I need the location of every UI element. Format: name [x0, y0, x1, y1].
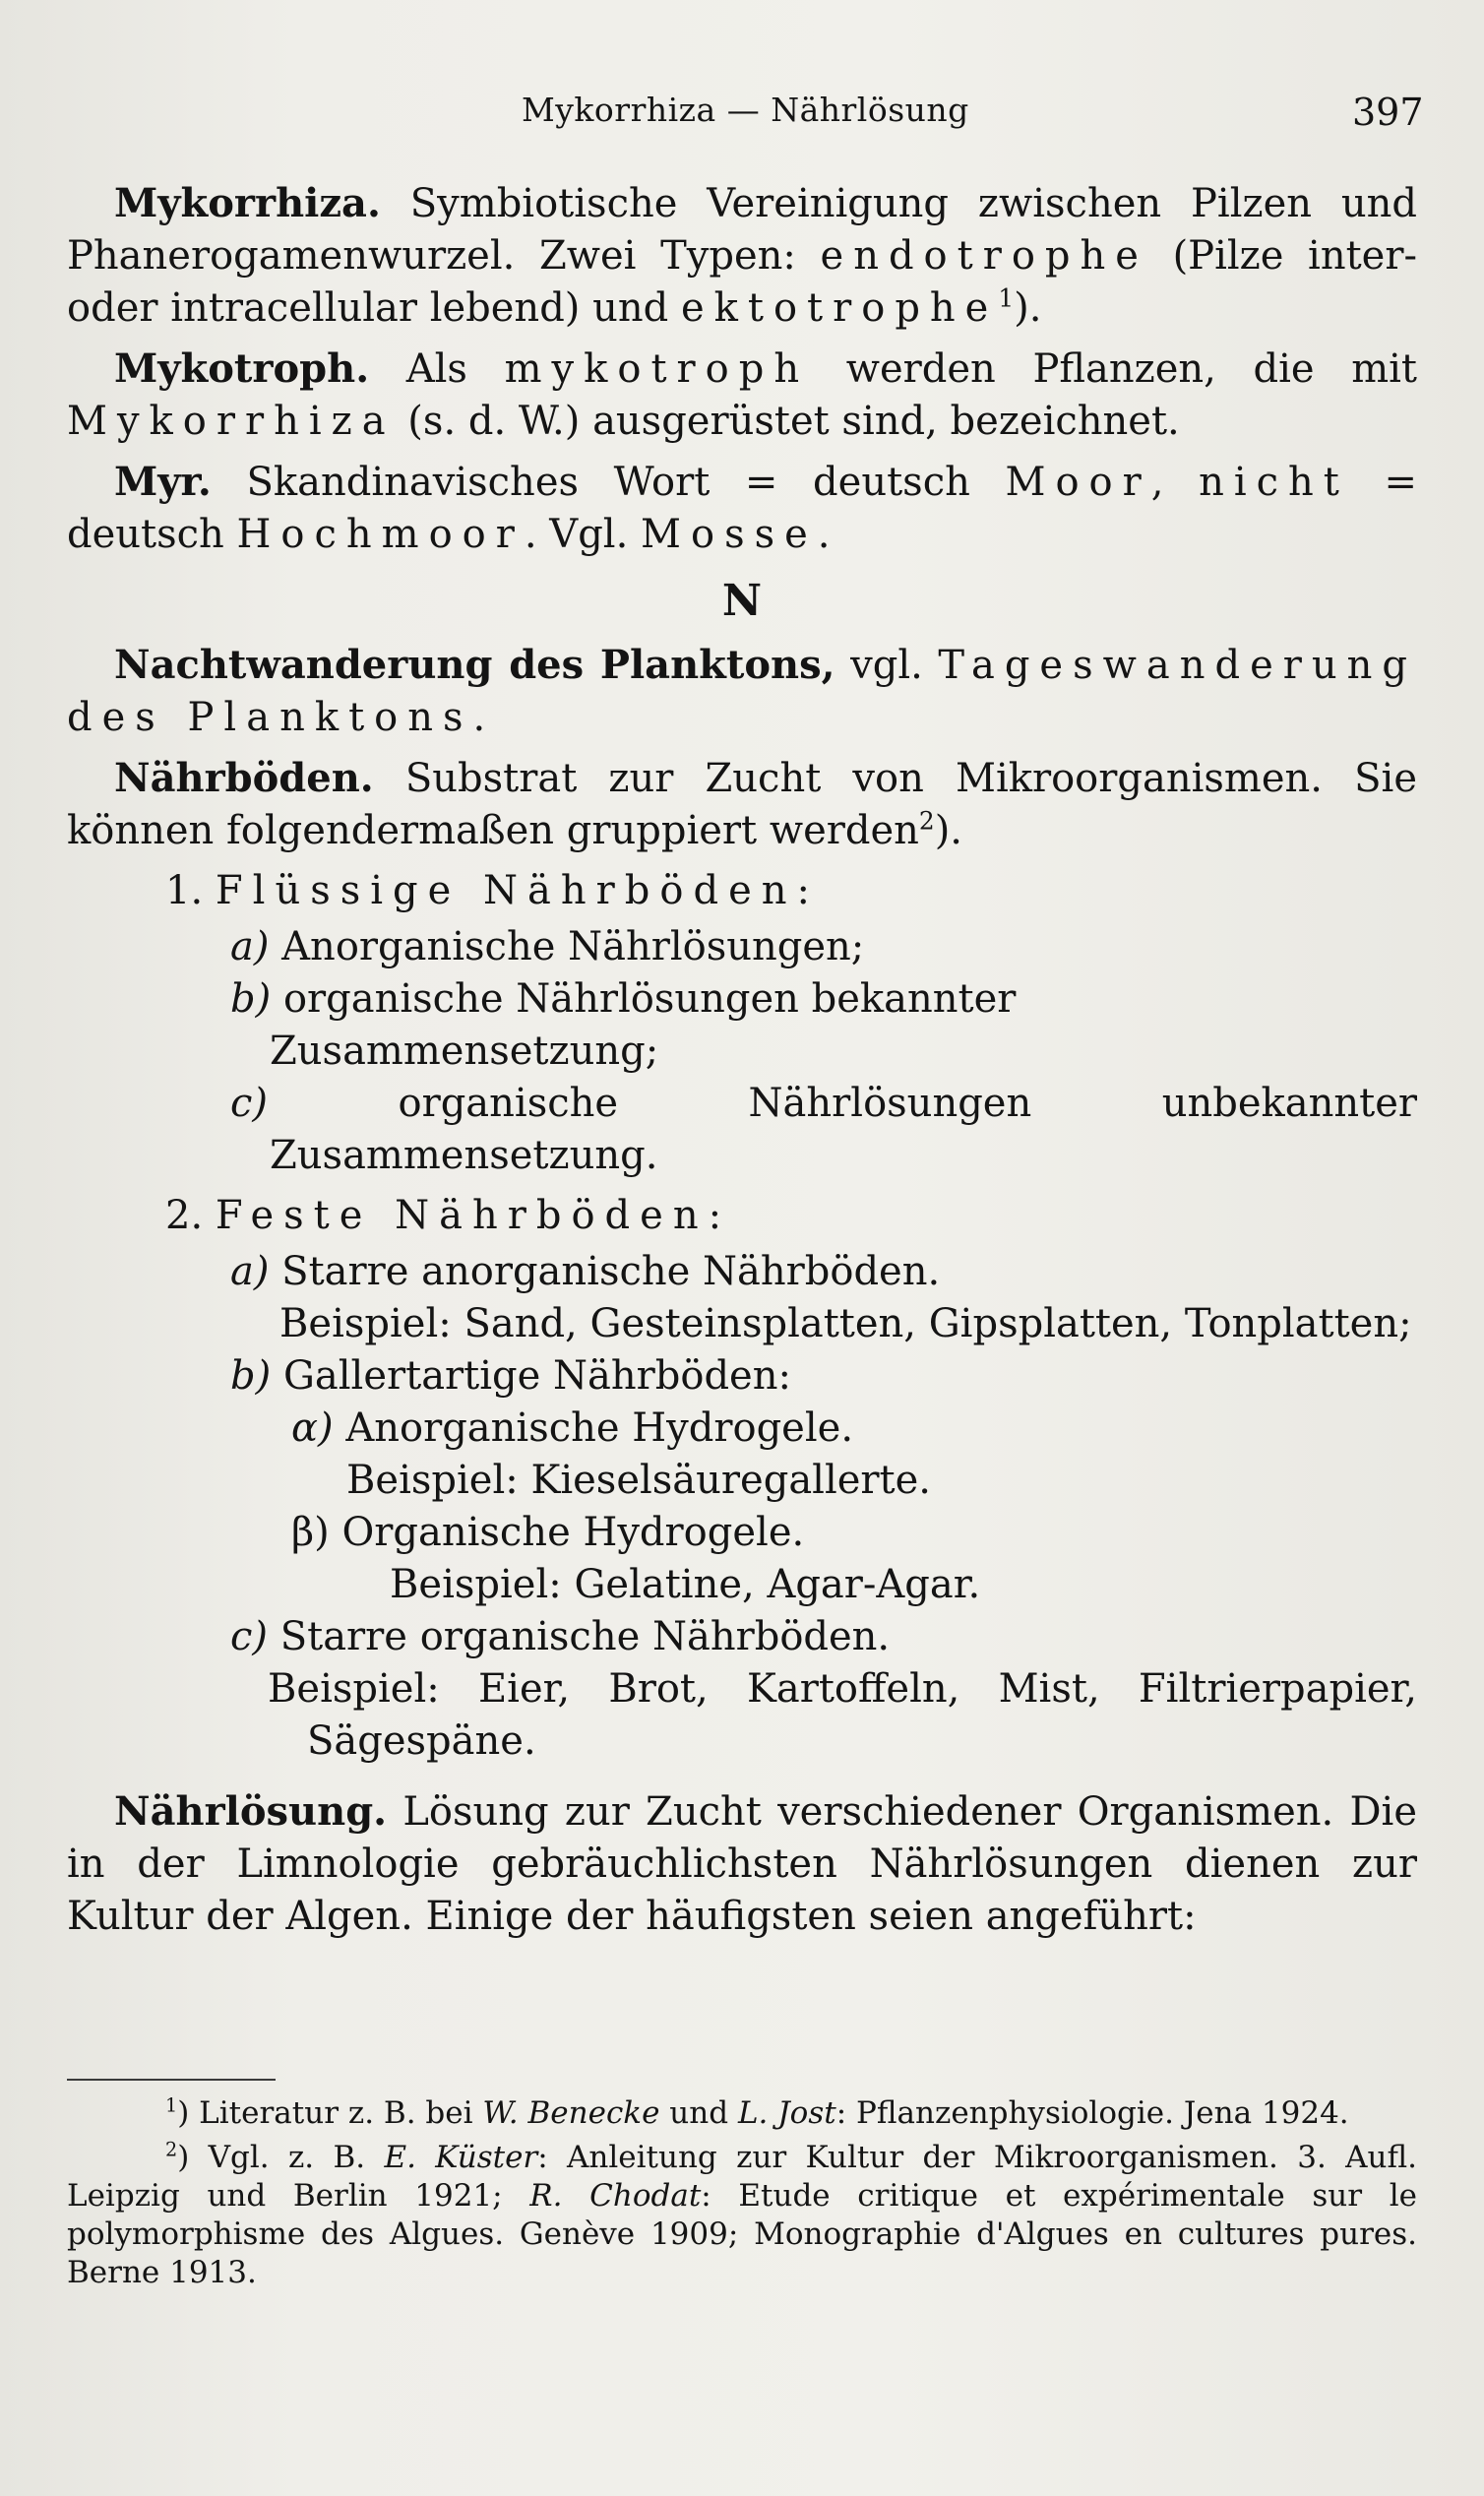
item-text: Gallertartige Nährböden:: [282, 1353, 791, 1399]
footnote-number: 1: [165, 2093, 178, 2117]
footnote-divider: [67, 2079, 276, 2081]
entry-text: (s. d. W.) ausgerüstet sind, bezeichnet.: [395, 399, 1180, 444]
spaced-word: nicht: [1199, 460, 1349, 505]
footnote-text: : Pflanzenphysiologie. Jena 1924.: [835, 2095, 1349, 2131]
entry-text: vgl.: [835, 643, 939, 688]
entry-text: ,: [1150, 460, 1200, 505]
entry-term: Mykotroph.: [114, 345, 370, 392]
footnote-marker[interactable]: 1: [998, 283, 1015, 313]
entry-naehrloesung: [67, 1785, 1417, 1943]
page-body: [67, 177, 1417, 1951]
footnote-text: und: [659, 2095, 738, 2131]
entry-nachtwanderung: [67, 639, 1417, 744]
entry-text: = deutsch: [67, 460, 1418, 557]
entry-mykotroph: [67, 343, 1417, 448]
entry-text: . Vgl.: [524, 512, 642, 557]
footnotes: [67, 2094, 1417, 2298]
running-head: Mykorrhiza — Nährlösung: [522, 91, 969, 129]
entry-text: Symbiotische Vereinigung zwischen Pilzen und Phanerogamenwurzel. Zwei Typen:: [67, 181, 1417, 279]
author-name: R. Chodat: [529, 2178, 702, 2214]
footnote-text: : Anleitung zur Kultur der Mikroorganismen. 3. Aufl. Leipzig und Berlin 1921;: [67, 2140, 1418, 2214]
list-subitems: [230, 921, 1417, 1182]
item-mark: b): [230, 1353, 272, 1399]
list-example: Beispiel: Sand, Gesteinsplatten, Gipsplatten, Tonplatten;: [279, 1301, 1412, 1346]
entry-myr: [67, 456, 1417, 561]
entry-text: ).: [1014, 285, 1042, 331]
item-text: Starre anorganische Nährböden.: [281, 1249, 941, 1294]
spaced-word: Tageswanderung des Planktons: [67, 643, 1417, 740]
spaced-word: Mosse: [641, 512, 818, 557]
footnote-2: [67, 2139, 1417, 2292]
spaced-word: mykotroph: [504, 346, 810, 392]
spaced-word: Moor: [1005, 460, 1151, 505]
spaced-word: endotrophe: [820, 233, 1148, 279]
item-text: Anorganische Hydrogele.: [345, 1405, 854, 1451]
entry-text: .: [817, 512, 831, 557]
entry-text: (Pilze inter- oder intracellular lebend) und: [67, 233, 1417, 331]
list-group-heading: [165, 865, 1417, 917]
item-mark: c): [230, 1614, 269, 1659]
list-number: 1.: [165, 868, 204, 913]
footnote-text: : Etude critique et expérimentale sur le polymorphisme des Algues. Genève 1909; Monographie d'Algues en cultures pures. Berne 1913.: [67, 2178, 1417, 2290]
item-mark: a): [230, 924, 270, 969]
item-mark: α): [291, 1405, 334, 1451]
item-mark: a): [230, 1249, 270, 1294]
item-text: organische Nährlösungen bekannter Zusammensetzung;: [270, 976, 1017, 1074]
page-number: 397: [1352, 91, 1424, 134]
item-mark: b): [230, 976, 272, 1022]
entry-text: .: [472, 695, 486, 740]
entry-text: werden Pflanzen, die mit: [809, 346, 1417, 392]
greek-sublist: [291, 1403, 1417, 1611]
author-name: W. Benecke: [482, 2095, 660, 2131]
entry-term: Nährlösung.: [114, 1788, 388, 1835]
list-item: [230, 1611, 1417, 1663]
entry-term: Nährböden.: [114, 755, 374, 801]
list-example: Beispiel: Gelatine, Agar-Agar.: [390, 1562, 981, 1607]
list-item: [230, 1350, 1417, 1403]
item-text: Anorganische Nährlösungen;: [281, 924, 865, 969]
author-name: E. Küster: [384, 2140, 538, 2175]
section-letter: N: [721, 576, 763, 626]
author-name: L. Jost: [737, 2095, 836, 2131]
entry-naehrboeden: [67, 752, 1417, 857]
spaced-word: Hochmoor: [236, 512, 525, 557]
list-item: [230, 1246, 1417, 1298]
entry-term: Myr.: [114, 459, 212, 505]
entry-text: Skandinavisches Wort = deutsch: [211, 460, 1006, 505]
footnote-marker[interactable]: 2: [918, 806, 935, 836]
footnote-1: [67, 2094, 1417, 2133]
list-group-heading: [165, 1190, 1417, 1242]
list-item: [291, 1403, 1417, 1455]
list-example: Beispiel: Eier, Brot, Kartoffeln, Mist, Filtrierpapier, Sägespäne.: [268, 1666, 1417, 1764]
list-group-title: Feste Nährböden:: [215, 1193, 732, 1238]
spaced-word: ektotrophe: [680, 285, 999, 331]
entry-text: ).: [934, 808, 963, 853]
item-text: Starre organische Nährböden.: [279, 1614, 891, 1659]
entry-text: Lösung zur Zucht verschiedener Organismen. Die in der Limnologie gebräuchlichsten Nährlösungen dienen zur Kultur der Algen. Einige der häufigsten seien angeführt:: [67, 1789, 1417, 1939]
entry-text: Substrat zur Zucht von Mikroorganismen. Sie können folgendermaßen gruppiert werden: [67, 756, 1417, 853]
item-mark: c): [230, 1081, 269, 1126]
list-subitems: [230, 1246, 1417, 1768]
item-text: Organische Hydrogele.: [341, 1510, 805, 1555]
entry-term: Mykorrhiza.: [114, 180, 381, 226]
item-text: organische Nährlösungen unbekannter Zusammensetzung.: [270, 1081, 1417, 1178]
entry-text: Als: [369, 346, 505, 392]
footnote-text: ) Literatur z. B. bei: [177, 2095, 483, 2131]
list-item: [291, 1507, 1417, 1559]
footnote-number: 2: [165, 2138, 178, 2161]
list-number: 2.: [165, 1193, 204, 1238]
list-item: [230, 1078, 1417, 1182]
spaced-word: Mykorrhiza: [67, 399, 396, 444]
footnote-text: ) Vgl. z. B.: [177, 2140, 385, 2175]
list-example: Beispiel: Kieselsäuregallerte.: [346, 1458, 932, 1503]
item-mark: β): [291, 1510, 330, 1555]
entry-term: Nachtwanderung des Planktons,: [114, 642, 835, 688]
list-item: [230, 973, 1417, 1078]
list-item: [230, 921, 1417, 973]
page-header: [0, 91, 1484, 140]
naehrboeden-list: [165, 865, 1417, 1768]
entry-mykorrhiza: [67, 177, 1417, 335]
list-group-title: Flüssige Nährböden:: [215, 868, 820, 913]
